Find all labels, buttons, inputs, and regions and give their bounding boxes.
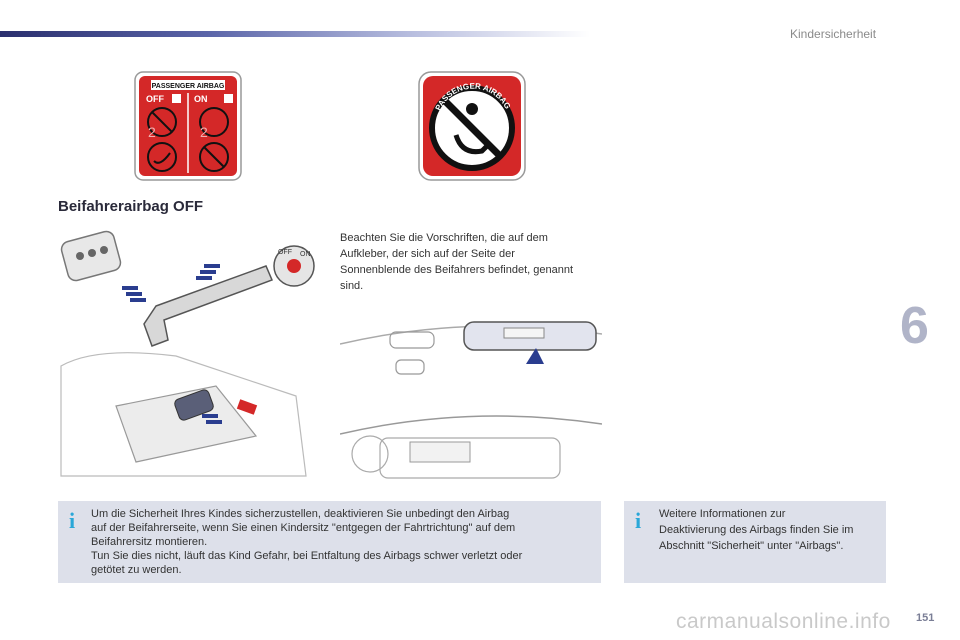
watermark: carmanualsonline.info [676,610,891,633]
sticker1-on: ON [194,94,208,104]
safety-warning-box [58,501,601,583]
warning-line-3: Beifahrersitz montieren. [91,536,208,548]
switch-label-on: ON [300,251,311,258]
info-icon: i [635,508,642,533]
info-icon: i [69,508,76,533]
warning-line-4: Tun Sie dies nicht, läuft das Kind Gefahr, bei Entfaltung des Airbags schwer verletzt oder [91,550,523,562]
sticker1-off: OFF [146,94,164,104]
sticker2-arc-text: PASSENGER AIRBAG [433,81,513,112]
dashboard-sunvisor-illustration [340,314,602,484]
sticker1-title: PASSENGER AIRBAG [151,83,225,90]
svg-text:2: 2 [200,124,208,140]
no-rear-facing-seat-icon [418,71,526,181]
warning-line-1: Um die Sicherheit Ihres Kindes sicherzustellen, deaktivieren Sie unbedingt den Airbag [91,508,510,520]
info-line-1: Weitere Informationen zur [659,508,786,520]
switch-label-off: OFF [278,249,292,256]
chapter-number: 6 [900,297,929,355]
key-switch-illustration [56,226,318,486]
header-gradient-bar [0,31,590,37]
warning-line-2: auf der Beifahrerseite, wenn Sie einen Kindersitz "entgegen der Fahrtrichtung" auf dem [91,522,516,534]
page-heading: Beifahrerairbag OFF [58,198,204,215]
section-title: Kindersicherheit [790,27,877,41]
airbag-off-on-label-icon [134,71,242,181]
page-number: 151 [916,612,935,624]
description-text: Beachten Sie die Vorschriften, die auf dem Aufkleber, der sich auf der Seite der Sonnenblende des Beifahrers befindet, genannt sind. [340,232,574,292]
warning-line-5: getötet zu werden. [91,564,182,576]
info-line-3: Abschnitt "Sicherheit" unter "Airbags". [659,540,844,552]
more-info-box [624,501,886,583]
svg-text:2: 2 [148,124,156,140]
info-line-2: Deaktivierung des Airbags finden Sie im [659,524,854,536]
